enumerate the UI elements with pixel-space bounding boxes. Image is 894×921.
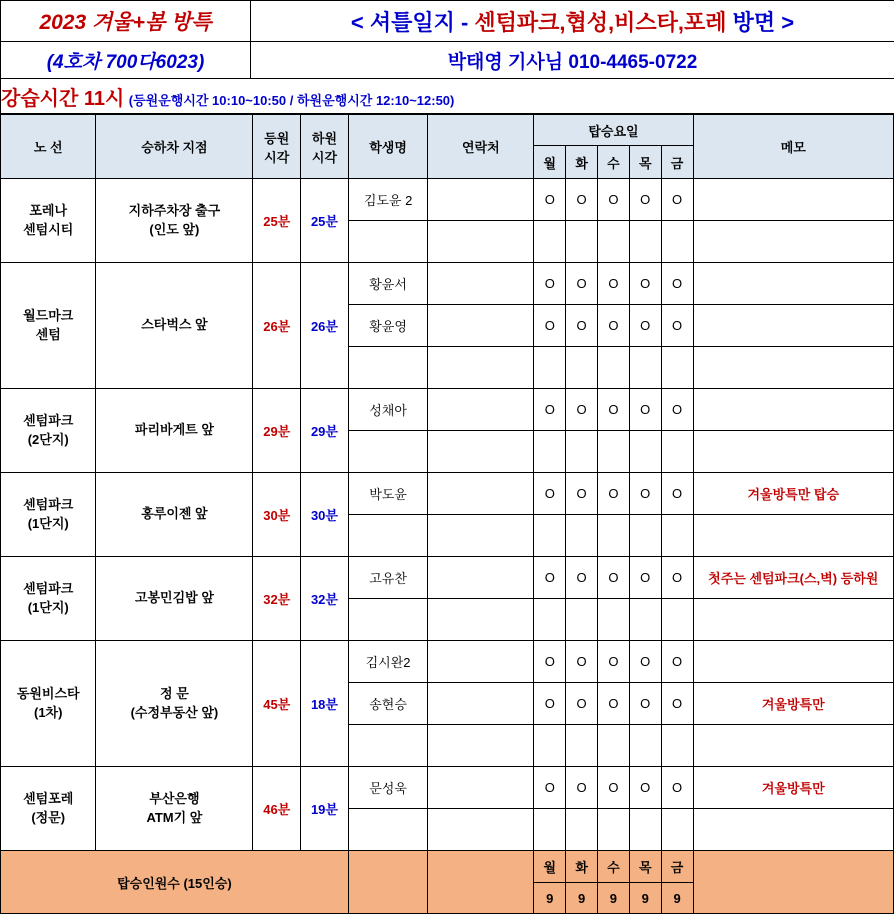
student-name: 황윤서: [348, 263, 428, 305]
route-line1: 센텀포레: [23, 790, 74, 806]
contact-cell: [428, 473, 534, 515]
col-depart-time: [253, 115, 301, 179]
day-mon: O: [534, 473, 566, 515]
col-days-group: 탑승요일: [534, 115, 693, 146]
day-tue: [566, 221, 598, 263]
student-name: 성채아: [348, 389, 428, 431]
header-bus-number: (4호차 700다6023): [1, 42, 251, 79]
document-header: [0, 0, 894, 114]
route-line1: 센텀파크: [23, 580, 74, 596]
table-row: [1, 641, 894, 683]
summary-label: 탑승인원수 (15인승): [1, 851, 349, 914]
col-day-tue: 화: [566, 146, 598, 179]
day-tue: [566, 515, 598, 557]
summary-blank-contact: [428, 851, 534, 914]
day-fri: O: [661, 305, 693, 347]
student-name: 문성욱: [348, 767, 428, 809]
day-wed: [598, 347, 630, 389]
day-thu: O: [629, 305, 661, 347]
day-fri: [661, 599, 693, 641]
day-mon: [534, 221, 566, 263]
day-fri: [661, 809, 693, 851]
depart-time: 45분: [253, 641, 301, 767]
col-day-fri: 금: [661, 146, 693, 179]
summary-count-fri: 9: [661, 883, 693, 914]
route-line2: (1차): [33, 704, 63, 720]
stop-line1: 정 문: [160, 685, 189, 701]
arrive-time: 18분: [301, 641, 349, 767]
contact-cell: [428, 809, 534, 851]
student-name: 고유찬: [348, 557, 428, 599]
day-fri: O: [661, 263, 693, 305]
contact-cell: [428, 431, 534, 473]
day-tue: [566, 431, 598, 473]
day-mon: O: [534, 557, 566, 599]
route-cell: [1, 641, 96, 767]
summary-count-mon: 9: [534, 883, 566, 914]
day-tue: O: [566, 683, 598, 725]
col-student: 학생명: [348, 115, 428, 179]
memo-cell: 겨울방특만: [693, 767, 893, 809]
route-line2: (2단지): [27, 431, 69, 447]
route-line1: 센텀파크: [23, 412, 74, 428]
stop-line1: 부산은행: [149, 790, 200, 806]
header-title-main: [251, 1, 894, 42]
student-name: [348, 431, 428, 473]
col-day-thu: 목: [629, 146, 661, 179]
route-cell: [1, 473, 96, 557]
col-arrive-line2: 시각: [311, 149, 338, 165]
day-mon: [534, 725, 566, 767]
day-thu: O: [629, 179, 661, 221]
contact-cell: [428, 767, 534, 809]
contact-cell: [428, 389, 534, 431]
contact-cell: [428, 557, 534, 599]
day-fri: O: [661, 767, 693, 809]
stop-line1: 스타벅스 앞: [141, 317, 208, 333]
stop-cell: [96, 263, 253, 389]
col-day-mon: 월: [534, 146, 566, 179]
memo-cell: 겨울방특만: [693, 683, 893, 725]
day-wed: [598, 725, 630, 767]
day-fri: [661, 347, 693, 389]
memo-cell: [693, 347, 893, 389]
arrive-time: 19분: [301, 767, 349, 851]
day-thu: [629, 809, 661, 851]
arrive-time: 26분: [301, 263, 349, 389]
day-wed: [598, 221, 630, 263]
memo-cell: [693, 599, 893, 641]
stop-line2: ATM기 앞: [146, 809, 203, 825]
contact-cell: [428, 641, 534, 683]
day-fri: O: [661, 389, 693, 431]
route-line1: 센텀파크: [23, 496, 74, 512]
arrive-time: 30분: [301, 473, 349, 557]
header-main-post: 방면 >: [726, 9, 795, 35]
day-fri: [661, 515, 693, 557]
day-thu: [629, 347, 661, 389]
memo-cell: [693, 515, 893, 557]
day-wed: O: [598, 263, 630, 305]
day-wed: [598, 809, 630, 851]
class-time-label: 강습시간 11시: [1, 87, 125, 110]
route-line2: 센텀: [35, 326, 61, 342]
table-row: [1, 473, 894, 515]
contact-cell: [428, 305, 534, 347]
day-mon: O: [534, 641, 566, 683]
memo-cell: [693, 641, 893, 683]
contact-cell: [428, 347, 534, 389]
day-fri: [661, 431, 693, 473]
day-tue: O: [566, 179, 598, 221]
student-name: [348, 809, 428, 851]
header-main-pre: < 셔틀일지 -: [350, 9, 475, 35]
summary-day-mon: 월: [534, 851, 566, 883]
day-thu: O: [629, 683, 661, 725]
day-thu: [629, 599, 661, 641]
depart-time: 29분: [253, 389, 301, 473]
day-mon: [534, 347, 566, 389]
day-fri: O: [661, 557, 693, 599]
day-tue: O: [566, 263, 598, 305]
summary-count-thu: 9: [629, 883, 661, 914]
day-fri: [661, 221, 693, 263]
route-cell: [1, 179, 96, 263]
day-mon: O: [534, 389, 566, 431]
stop-line2: (수정부동산 앞): [130, 704, 219, 720]
day-thu: O: [629, 389, 661, 431]
memo-cell: [693, 389, 893, 431]
depart-time: 30분: [253, 473, 301, 557]
summary-count-tue: 9: [566, 883, 598, 914]
summary-day-thu: 목: [629, 851, 661, 883]
stop-line1: 홍루이젠 앞: [141, 506, 208, 522]
day-thu: O: [629, 767, 661, 809]
stop-cell: [96, 179, 253, 263]
day-tue: [566, 725, 598, 767]
memo-cell: [693, 725, 893, 767]
day-tue: O: [566, 389, 598, 431]
day-thu: [629, 221, 661, 263]
day-fri: O: [661, 683, 693, 725]
table-row: [1, 389, 894, 431]
table-header-row: [1, 115, 894, 146]
route-cell: [1, 263, 96, 389]
day-mon: O: [534, 179, 566, 221]
day-tue: O: [566, 557, 598, 599]
memo-cell: [693, 263, 893, 305]
day-tue: O: [566, 641, 598, 683]
day-fri: O: [661, 641, 693, 683]
summary-day-wed: 수: [598, 851, 630, 883]
student-name: 김도윤 2: [348, 179, 428, 221]
day-tue: O: [566, 473, 598, 515]
student-name: 김시완2: [348, 641, 428, 683]
depart-time: 26분: [253, 263, 301, 389]
day-tue: [566, 599, 598, 641]
memo-cell: [693, 305, 893, 347]
route-cell: [1, 767, 96, 851]
class-time-detail: (등원운행시간 10:10~10:50 / 하원운행시간 12:10~12:50): [128, 92, 455, 108]
memo-cell: [693, 179, 893, 221]
contact-cell: [428, 725, 534, 767]
day-mon: O: [534, 767, 566, 809]
day-wed: O: [598, 473, 630, 515]
day-mon: O: [534, 305, 566, 347]
table-row: [1, 263, 894, 305]
col-depart-line2: 시각: [264, 149, 290, 165]
student-name: [348, 347, 428, 389]
route-line2: 센텀시티: [23, 221, 74, 237]
route-cell: [1, 389, 96, 473]
summary-row-days: [1, 851, 894, 883]
route-line1: 포레나: [29, 202, 68, 218]
day-thu: O: [629, 641, 661, 683]
route-line2: (1단지): [27, 515, 69, 531]
day-wed: [598, 599, 630, 641]
route-cell: [1, 557, 96, 641]
depart-time: 25분: [253, 179, 301, 263]
day-thu: O: [629, 473, 661, 515]
day-wed: [598, 431, 630, 473]
col-day-wed: 수: [598, 146, 630, 179]
day-thu: [629, 515, 661, 557]
summary-day-fri: 금: [661, 851, 693, 883]
stop-cell: [96, 389, 253, 473]
stop-cell: [96, 473, 253, 557]
contact-cell: [428, 263, 534, 305]
day-wed: O: [598, 305, 630, 347]
col-arrive-time: [301, 115, 349, 179]
day-mon: [534, 515, 566, 557]
day-fri: [661, 725, 693, 767]
summary-day-tue: 화: [566, 851, 598, 883]
day-wed: O: [598, 641, 630, 683]
day-wed: O: [598, 683, 630, 725]
depart-time: 32분: [253, 557, 301, 641]
day-fri: O: [661, 473, 693, 515]
arrive-time: 25분: [301, 179, 349, 263]
day-fri: O: [661, 179, 693, 221]
contact-cell: [428, 683, 534, 725]
student-name: 황윤영: [348, 305, 428, 347]
student-name: [348, 725, 428, 767]
student-name: [348, 515, 428, 557]
table-row: [1, 179, 894, 221]
day-wed: O: [598, 389, 630, 431]
stop-line1: 지하주차장 출구: [128, 202, 221, 218]
day-mon: O: [534, 263, 566, 305]
memo-cell: 겨울방특만 탑승: [693, 473, 893, 515]
header-driver-info: 박태영 기사님 010-4465-0722: [251, 42, 894, 79]
contact-cell: [428, 179, 534, 221]
stop-line1: 파리바게트 앞: [134, 422, 214, 438]
col-arrive-line1: 하원: [311, 130, 338, 146]
route-line2: (정문): [31, 809, 66, 825]
stop-cell: [96, 641, 253, 767]
day-tue: [566, 347, 598, 389]
student-name: [348, 221, 428, 263]
day-tue: [566, 809, 598, 851]
summary-blank-student: [348, 851, 428, 914]
col-stop: 승하차 지점: [96, 115, 253, 179]
col-contact: 연락처: [428, 115, 534, 179]
day-thu: O: [629, 263, 661, 305]
header-main-highlight: 센텀파크,협성,비스타,포레: [474, 9, 727, 35]
memo-cell: [693, 809, 893, 851]
memo-cell: [693, 431, 893, 473]
table-row: [1, 767, 894, 809]
route-line1: 동원비스타: [16, 685, 80, 701]
stop-line2: (인도 앞): [149, 221, 200, 237]
summary-count-wed: 9: [598, 883, 630, 914]
day-thu: [629, 725, 661, 767]
header-title-left: 2023 겨울+봄 방특: [1, 1, 251, 42]
depart-time: 46분: [253, 767, 301, 851]
day-thu: O: [629, 557, 661, 599]
memo-cell: 첫주는 센텀파크(스,벽) 등하원: [693, 557, 893, 599]
day-tue: O: [566, 305, 598, 347]
col-memo: 메모: [693, 115, 893, 179]
stop-cell: [96, 557, 253, 641]
day-mon: [534, 431, 566, 473]
arrive-time: 32분: [301, 557, 349, 641]
route-line1: 월드마크: [23, 307, 74, 323]
day-wed: O: [598, 767, 630, 809]
header-class-time: [1, 79, 894, 114]
day-wed: O: [598, 557, 630, 599]
day-wed: O: [598, 179, 630, 221]
student-name: 송현승: [348, 683, 428, 725]
col-depart-line1: 등원: [264, 130, 290, 146]
day-mon: O: [534, 683, 566, 725]
stop-line1: 고봉민김밥 앞: [134, 590, 214, 606]
table-row: [1, 557, 894, 599]
day-mon: [534, 809, 566, 851]
stop-cell: [96, 767, 253, 851]
day-wed: [598, 515, 630, 557]
day-thu: [629, 431, 661, 473]
memo-cell: [693, 221, 893, 263]
day-mon: [534, 599, 566, 641]
summary-blank-memo: [693, 851, 893, 914]
route-line2: (1단지): [27, 599, 69, 615]
student-name: [348, 599, 428, 641]
arrive-time: 29분: [301, 389, 349, 473]
student-name: 박도윤: [348, 473, 428, 515]
contact-cell: [428, 599, 534, 641]
day-tue: O: [566, 767, 598, 809]
col-route: 노 선: [1, 115, 96, 179]
shuttle-table: [0, 114, 894, 914]
contact-cell: [428, 515, 534, 557]
contact-cell: [428, 221, 534, 263]
